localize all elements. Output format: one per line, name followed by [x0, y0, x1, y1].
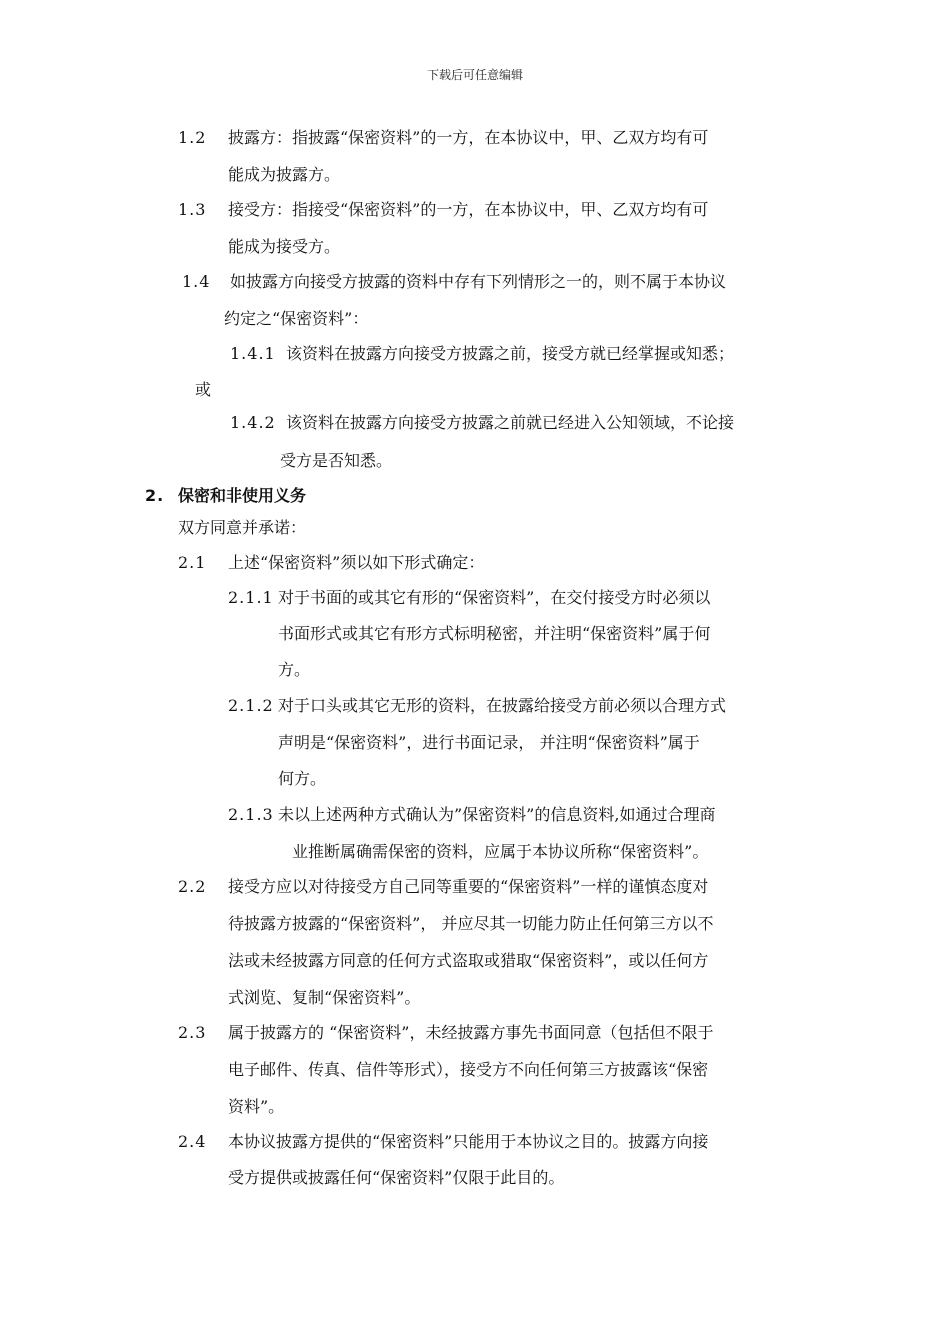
- clause-2-2: [178, 877, 708, 897]
- clause-number: 1.3: [178, 200, 207, 219]
- clause-1-4: [182, 272, 726, 292]
- clause-text: 对于口头或其它无形的资料，在披露给接受方前必须以合理方式: [278, 696, 727, 715]
- clause-2-1: [178, 553, 484, 573]
- clause-continuation: 能成为披露方。: [228, 165, 341, 184]
- section-title: 保密和非使用义务: [178, 486, 307, 505]
- clause-continuation: 书面形式或其它有形方式标明秘密，并注明“保密资料”属于何: [278, 624, 711, 643]
- clause-text: 接受方：指接受“保密资料”的一方，在本协议中，甲、乙双方均有可: [228, 200, 709, 219]
- clause-text: 本协议披露方提供的“保密资料”只能用于本协议之目的。披露方向接: [228, 1132, 709, 1151]
- section-heading-2: [145, 486, 306, 506]
- clause-continuation: 电子邮件、传真、信件等形式），接受方不向任何第三方披露该“保密: [228, 1060, 709, 1079]
- section-intro: 双方同意并承诺：: [178, 518, 307, 537]
- clause-2-3: [178, 1023, 713, 1043]
- clause-number: 2.3: [178, 1023, 207, 1042]
- clause-continuation: 或: [195, 380, 212, 399]
- clause-text: 接受方应以对待接受方自己同等重要的“保密资料”一样的谨慎态度对: [228, 877, 709, 896]
- clause-number: 1.2: [178, 128, 207, 147]
- clause-continuation: 待披露方披露的“保密资料”， 并应尽其一切能力防止任何第三方以不: [228, 914, 714, 933]
- clause-number: 2.1: [178, 553, 207, 572]
- clause-2-1-2: [228, 696, 726, 716]
- clause-2-4: [178, 1132, 708, 1152]
- clause-text: 如披露方向接受方披露的资料中存有下列情形之一的，则不属于本协议: [230, 272, 727, 291]
- clause-2-1-3: [228, 805, 715, 825]
- clause-number: 1.4: [182, 272, 211, 291]
- clause-continuation: 受方提供或披露任何“保密资料”仅限于此目的。: [228, 1168, 565, 1187]
- clause-number: 2.4: [178, 1132, 207, 1151]
- clause-continuation: 法或未经披露方同意的任何方式盗取或猎取“保密资料”，或以任何方: [228, 951, 709, 970]
- clause-continuation: 能成为接受方。: [228, 237, 341, 256]
- clause-continuation: 何方。: [278, 769, 327, 788]
- clause-text: 该资料在披露方向接受方披露之前就已经进入公知领域，不论接: [286, 413, 735, 432]
- clause-continuation: 业推断属确需保密的资料，应属于本协议所称“保密资料”。: [292, 842, 709, 861]
- clause-1-4-1: [230, 344, 734, 364]
- clause-text: 未以上述两种方式确认为”保密资料”的信息资料,如通过合理商: [278, 805, 716, 824]
- page-header: 下载后可任意编辑: [426, 68, 523, 82]
- clause-1-2: [178, 128, 708, 148]
- clause-text: 对于书面的或其它有形的“保密资料”，在交付接受方时必须以: [278, 588, 711, 607]
- clause-number: 2.1.2: [228, 696, 274, 715]
- clause-number: 2.2: [178, 877, 207, 896]
- clause-continuation: 声明是“保密资料”，进行书面记录， 并注明“保密资料”属于: [278, 733, 700, 752]
- clause-number: 1.4.1: [230, 344, 276, 363]
- clause-continuation: 约定之“保密资料”：: [224, 309, 369, 328]
- clause-text: 上述“保密资料”须以如下形式确定：: [228, 553, 485, 572]
- clause-2-1-1: [228, 588, 710, 608]
- clause-continuation: 方。: [278, 660, 311, 679]
- clause-number: 2.1.3: [228, 805, 274, 824]
- clause-text: 该资料在披露方向接受方披露之前，接受方就已经掌握或知悉；: [286, 344, 735, 363]
- clause-1-4-2: [230, 413, 734, 433]
- clause-continuation: 式浏览、复制“保密资料”。: [228, 988, 421, 1007]
- clause-text: 属于披露方的 “保密资料”，未经披露方事先书面同意（包括但不限于: [228, 1023, 714, 1042]
- clause-1-3: [178, 200, 708, 220]
- clause-number: 1.4.2: [230, 413, 276, 432]
- clause-number: 2.1.1: [228, 588, 274, 607]
- clause-continuation: 受方是否知悉。: [280, 451, 393, 470]
- clause-continuation: 资料”。: [228, 1097, 285, 1116]
- section-number: 2.: [145, 486, 165, 505]
- clause-text: 披露方：指披露“保密资料”的一方，在本协议中，甲、乙双方均有可: [228, 128, 709, 147]
